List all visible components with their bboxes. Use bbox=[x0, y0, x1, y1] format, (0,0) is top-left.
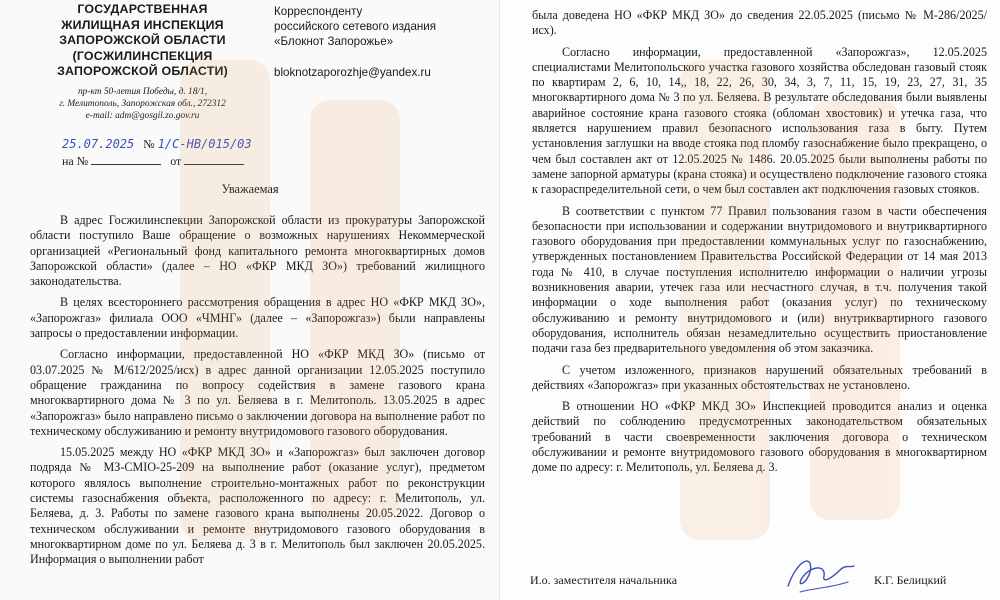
paragraph: В отношении НО «ФКР МКД ЗО» Инспекцией проводится анализ и оценка действий по соблюдению предусмотренных законодательством обязательных требований в части своевременности заключения договора о техническом обслуживании и ремонте внутридомового газового оборудования в многоквартирном доме по адресу: г. Мелитополь, ул. Беляева д. 3. bbox=[532, 399, 987, 475]
left-body bbox=[30, 213, 485, 574]
blank-line bbox=[184, 152, 244, 165]
paragraph: Согласно информации, предоставленной «Запорожгаз», 12.05.2025 специалистами Мелитопольского участка газового хозяйства обследован газовый стояк по квартирам 2, 6, 10, 14,, 18, 22, 26, 30, 34, 3, 7, 11, 15, 19, 23, 27, 31, 35 многоквартирного дома № 3 по ул. Беляева. В результате обследования были выявлены аварийное состояние крана газового стояка (обломан хвостовик) и утечка газа, что является нарушением правил безопасного использования газа в быту. Путем установления заглушки на вводе стояка под пломбу газоснабжение было прекращено, о чем был составлен акт от 12.05.2025 № 1486. 20.05.2025 были выполнены работы по замене запорной арматуры (крана стояка) и осуществлено подключение газового стояка к газораспределительной сети, о чем был составлен акт подключения газовых стояков. bbox=[532, 44, 987, 197]
authority-line: ЖИЛИЩНАЯ ИНСПЕКЦИЯ bbox=[61, 17, 224, 32]
recipient-email: bloknotzaporozhje@yandex.ru bbox=[274, 66, 431, 79]
registration-date: 25.07.2025 bbox=[62, 137, 135, 151]
paragraph: С учетом изложенного, признаков нарушений обязательных требований в действиях «Запорожгаз» при указанных обстоятельствах не установлено. bbox=[532, 362, 987, 392]
from-label: от bbox=[170, 154, 182, 168]
authority-line: ЗАПОРОЖСКОЙ ОБЛАСТИ bbox=[59, 33, 226, 48]
paragraph: В адрес Госжилинспекции Запорожской области из прокуратуры Запорожской области поступило Ваше обращение о возможных нарушениях Некоммерческой организацией «Региональный фонд капитального ремонта многоквартирных домов Запорожской области» (далее – НО «ФКР МКД ЗО») требований жилищного законодательства. bbox=[30, 213, 485, 289]
handwritten-signature bbox=[780, 548, 860, 598]
salutation: Уважаемая bbox=[221, 182, 279, 196]
authority-header bbox=[40, 2, 245, 80]
blank-line bbox=[91, 152, 161, 165]
address-line: г. Мелитополь, Запорожская обл., 272312 bbox=[59, 99, 226, 110]
authority-line: (ГОСЖИЛИНСПЕКЦИЯ bbox=[72, 48, 213, 63]
signatory-name: К.Г. Белицкий bbox=[874, 573, 947, 587]
registration-block bbox=[62, 136, 322, 169]
authority-line: ГОСУДАРСТВЕННАЯ bbox=[77, 2, 208, 16]
registration-number: 1/С-НВ/015/03 bbox=[157, 137, 252, 151]
recipient-line: российского сетевого издания bbox=[274, 20, 437, 33]
paragraph: была доведена НО «ФКР МКД ЗО» до сведения 22.05.2025 (письмо № М-286/2025/исх). bbox=[532, 8, 987, 38]
on-number-label: на № bbox=[62, 154, 89, 168]
paragraph: В целях всестороннего рассмотрения обращения в адрес НО «ФКР МКД ЗО», «Запорожгаз» филиала ООО «ЧМНГ» (далее – «Запорожгаз») были направлены запросы о предоставлении информации. bbox=[30, 295, 485, 341]
number-label: № bbox=[143, 137, 155, 151]
right-body bbox=[532, 8, 987, 482]
signatory-title: И.о. заместителя начальника bbox=[530, 573, 678, 587]
paragraph: Согласно информации, предоставленной НО «ФКР МКД ЗО» (письмо от 03.07.2025 № М/612/2025/исх) в адрес данной организации 12.05.2025 поступило обращение гражданина по вопросу содействия в замене газового крана многоквартирного дома № 3 по ул. Беляева в г. Мелитополь. 13.05.2025 в адрес «Запорожгаз» было направлено письмо о заключении договора на выполнение работ по техническому обслуживанию и ремонту внутридомового газового оборудования. bbox=[30, 347, 485, 438]
paragraph: В соответствии с пунктом 77 Правил пользования газом в части обеспечения безопасности при использовании и содержании внутридомового и внутриквартирного газового оборудования при предоставлении коммунальных услуг по газоснабжению, утвержденных постановлением Правительства Российской Федерации от 14 мая 2013 года № 410, в случае поступления исполнителю информации о наличии угрозы возникновения аварии, утечек газа или несчастного случая, в т.ч. получения такой информации о ходе выполнения работ (оказания услуг) по техническому обслуживанию и ремонту внутридомового и (или) внутриквартирного газового оборудования, исполнитель обязан незамедлительно осуществить приостановление подачи газа без предварительного уведомления об этом заказчика. bbox=[532, 203, 987, 356]
paragraph: 15.05.2025 между НО «ФКР МКД ЗО» и «Запорожгаз» был заключен договор подряда № МЗ-СМІО-25-209 на выполнение работ (оказание услуг), предметом которого являлось выполнение строительно-монтажных работ по реконструкции системы газоснабжения объекта, расположенного по адресу: г. Мелитополь, ул. Беляева, д. 3. Работы по замене газового крана выполнены 20.05.2022. Договор о техническом обслуживании и ремонте внутридомового газового оборудования в многоквартирном доме по ул. Беляева д. 3 в г. Мелитополь был заключен 20.05.2025. Информация о выполнении работ bbox=[30, 445, 485, 567]
authority-address bbox=[40, 86, 245, 123]
recipient-line: Корреспонденту bbox=[274, 5, 363, 18]
address-line: e-mail: adm@gosgil.zo.gov.ru bbox=[85, 111, 200, 122]
authority-line: ЗАПОРОЖСКОЙ ОБЛАСТИ) bbox=[57, 64, 228, 79]
recipient-block bbox=[274, 4, 484, 80]
recipient-line: «Блокнот Запорожье» bbox=[274, 35, 394, 48]
right-page bbox=[500, 0, 1000, 600]
address-line: пр-кт 50-летия Победы, д. 18/1, bbox=[77, 87, 208, 97]
